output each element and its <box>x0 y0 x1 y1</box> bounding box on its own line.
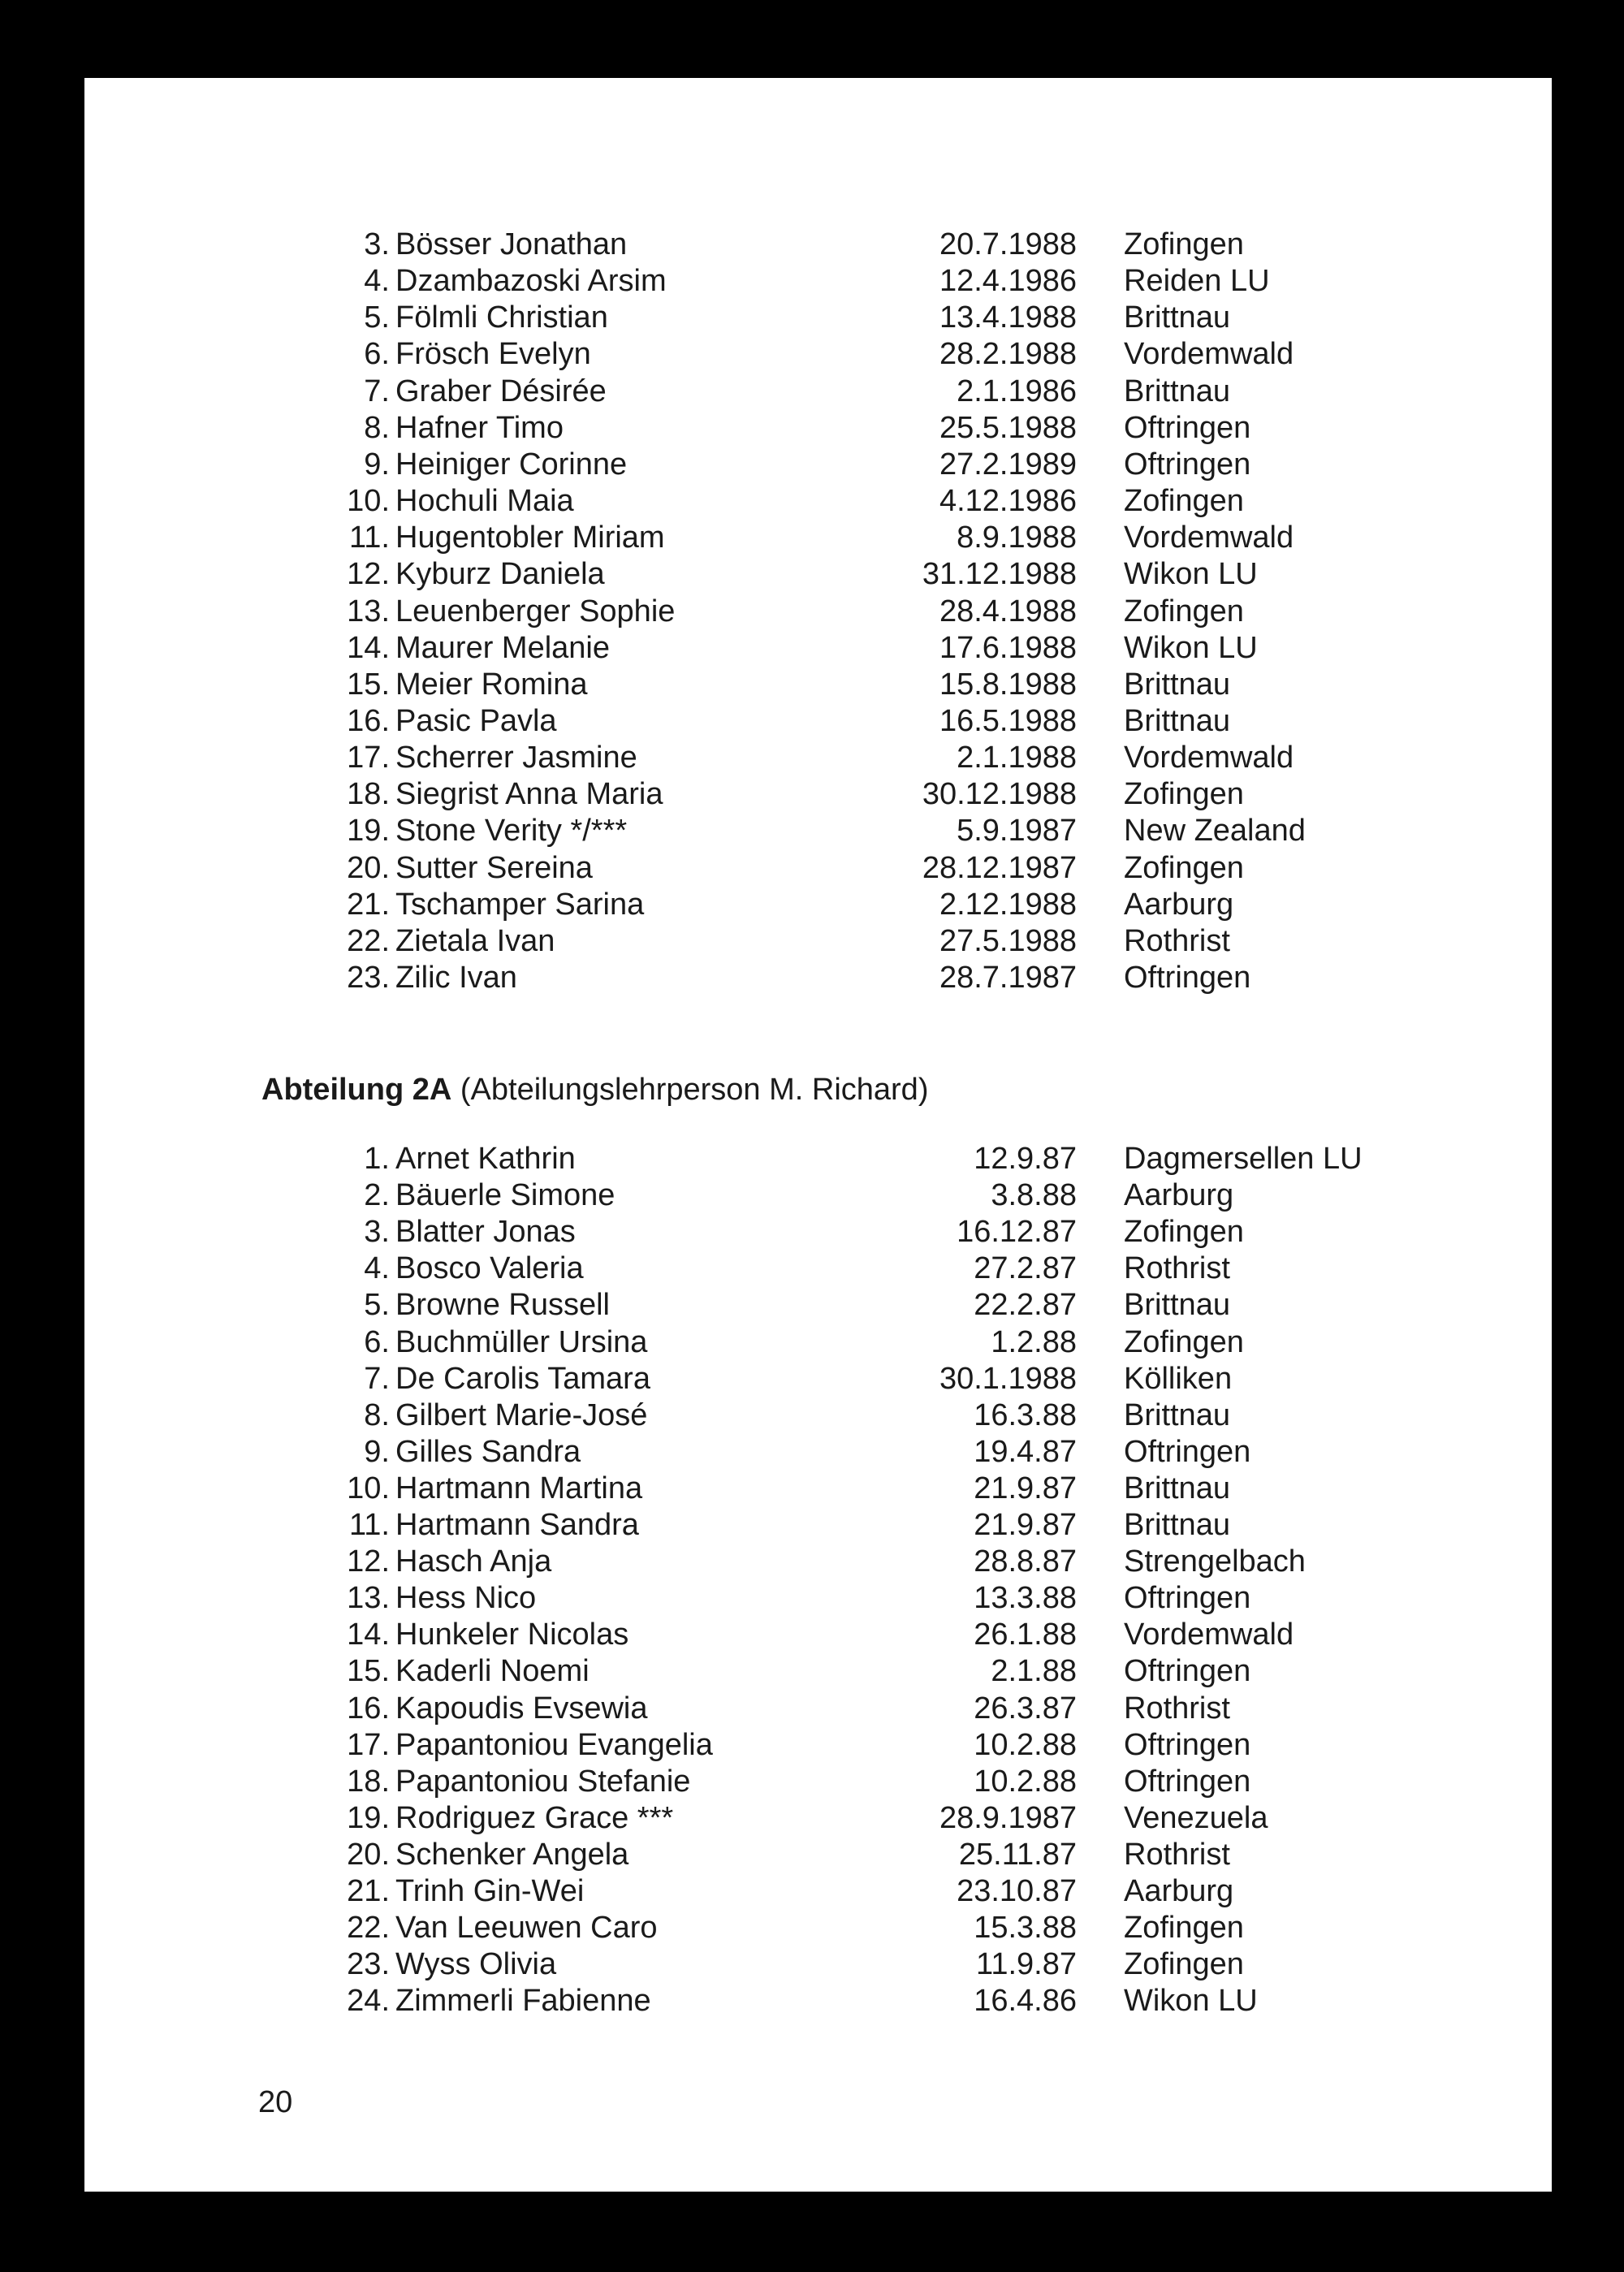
row-number: 3. <box>364 227 390 261</box>
table-row <box>84 960 1552 996</box>
student-name: Schenker Angela <box>395 1837 629 1872</box>
student-name: Frösch Evelyn <box>395 337 591 372</box>
student-name: Blatter Jonas <box>395 1215 576 1250</box>
hometown: Vordemwald <box>1124 520 1294 555</box>
birth-date: 28.4.1988 <box>939 594 1077 628</box>
table-row <box>84 1653 1552 1690</box>
table-row <box>84 923 1552 960</box>
birth-date: 16.5.1988 <box>939 703 1077 738</box>
hometown: Zofingen <box>1124 484 1244 519</box>
table-row <box>84 410 1552 447</box>
page-number: 20 <box>258 2085 293 2119</box>
row-number: 22. <box>347 923 390 958</box>
hometown: Aarburg <box>1124 1178 1234 1213</box>
student-name: Gilles Sandra <box>395 1434 581 1469</box>
row-number: 15. <box>347 667 390 702</box>
student-name: Meier Romina <box>395 667 588 702</box>
table-row <box>84 374 1552 410</box>
student-name: Sutter Sereina <box>395 850 593 885</box>
hometown: Vordemwald <box>1124 1618 1294 1652</box>
table-row <box>84 776 1552 813</box>
row-number: 1. <box>364 1142 390 1176</box>
hometown: Oftringen <box>1124 1581 1251 1616</box>
table-row <box>84 483 1552 520</box>
hometown: Wikon LU <box>1124 1984 1258 2019</box>
student-name: Pasic Pavla <box>395 703 557 738</box>
student-name: Bosco Valeria <box>395 1251 584 1286</box>
row-number: 8. <box>364 410 390 445</box>
student-name: Gilbert Marie-José <box>395 1397 648 1432</box>
birth-date: 10.2.88 <box>974 1727 1077 1762</box>
birth-date: 31.12.1988 <box>922 557 1077 592</box>
section-teacher-note: (Abteilungslehrperson M. Richard) <box>451 1073 929 1107</box>
birth-date: 2.1.1986 <box>957 374 1077 408</box>
table-row <box>84 813 1552 849</box>
student-name: Arnet Kathrin <box>395 1142 576 1176</box>
hometown: Brittnau <box>1124 1397 1230 1432</box>
hometown: Venezuela <box>1124 1800 1268 1835</box>
student-name: Hartmann Martina <box>395 1471 643 1505</box>
table-row <box>84 740 1552 776</box>
hometown: Oftringen <box>1124 410 1251 445</box>
student-name: Bösser Jonathan <box>395 227 628 261</box>
table-row <box>84 1544 1552 1580</box>
birth-date: 15.3.88 <box>974 1911 1077 1946</box>
hometown: Oftringen <box>1124 1764 1251 1799</box>
birth-date: 1.2.88 <box>991 1324 1077 1359</box>
hometown: Reiden LU <box>1124 264 1270 299</box>
student-name: Siegrist Anna Maria <box>395 777 663 812</box>
row-number: 4. <box>364 264 390 299</box>
row-number: 7. <box>364 1361 390 1396</box>
birth-date: 21.9.87 <box>974 1508 1077 1542</box>
hometown: Brittnau <box>1124 1471 1230 1505</box>
student-name: Hugentobler Miriam <box>395 520 665 555</box>
birth-date: 12.4.1986 <box>939 264 1077 299</box>
table-row <box>84 667 1552 703</box>
birth-date: 4.12.1986 <box>939 484 1077 519</box>
row-number: 10. <box>347 484 390 519</box>
student-name: Dzambazoski Arsim <box>395 264 667 299</box>
table-row <box>84 1873 1552 1910</box>
hometown: Zofingen <box>1124 1215 1244 1250</box>
birth-date: 5.9.1987 <box>957 814 1077 849</box>
row-number: 8. <box>364 1397 390 1432</box>
hometown: Vordemwald <box>1124 337 1294 372</box>
birth-date: 11.9.87 <box>976 1947 1077 1982</box>
table-row <box>84 1764 1552 1800</box>
row-number: 16. <box>347 703 390 738</box>
table-row <box>84 1983 1552 2019</box>
hometown: Strengelbach <box>1124 1544 1306 1579</box>
table-row <box>84 336 1552 373</box>
hometown: Zofingen <box>1124 777 1244 812</box>
hometown: Wikon LU <box>1124 557 1258 592</box>
birth-date: 16.12.87 <box>957 1215 1077 1250</box>
row-number: 17. <box>347 741 390 775</box>
hometown: New Zealand <box>1124 814 1306 849</box>
birth-date: 26.3.87 <box>974 1691 1077 1726</box>
birth-date: 27.2.1989 <box>939 447 1077 482</box>
section-heading-2a <box>261 1072 928 1108</box>
row-number: 19. <box>347 814 390 849</box>
birth-date: 25.11.87 <box>958 1837 1077 1872</box>
birth-date: 26.1.88 <box>974 1618 1077 1652</box>
row-number: 18. <box>347 1764 390 1799</box>
table-row <box>84 520 1552 556</box>
birth-date: 8.9.1988 <box>957 520 1077 555</box>
row-number: 18. <box>347 777 390 812</box>
student-name: De Carolis Tamara <box>395 1361 650 1396</box>
birth-date: 25.5.1988 <box>939 410 1077 445</box>
birth-date: 16.3.88 <box>974 1397 1077 1432</box>
hometown: Brittnau <box>1124 703 1230 738</box>
table-row <box>84 447 1552 483</box>
table-row <box>84 1691 1552 1727</box>
hometown: Vordemwald <box>1124 741 1294 775</box>
student-name: Fölmli Christian <box>395 300 608 335</box>
table-row <box>84 1324 1552 1361</box>
table-row <box>84 1177 1552 1214</box>
table-row <box>84 850 1552 887</box>
table-row <box>84 1946 1552 1983</box>
row-number: 16. <box>347 1691 390 1726</box>
birth-date: 16.4.86 <box>974 1984 1077 2019</box>
birth-date: 20.7.1988 <box>939 227 1077 261</box>
table-row <box>84 556 1552 593</box>
student-name: Rodriguez Grace *** <box>395 1800 674 1835</box>
hometown: Oftringen <box>1124 1434 1251 1469</box>
row-number: 23. <box>347 961 390 995</box>
row-number: 20. <box>347 1837 390 1872</box>
row-number: 14. <box>347 1618 390 1652</box>
hometown: Brittnau <box>1124 374 1230 408</box>
table-row <box>84 300 1552 336</box>
hometown: Brittnau <box>1124 1508 1230 1542</box>
row-number: 6. <box>364 337 390 372</box>
birth-date: 19.4.87 <box>974 1434 1077 1469</box>
birth-date: 3.8.88 <box>991 1178 1077 1213</box>
row-number: 5. <box>364 300 390 335</box>
row-number: 20. <box>347 850 390 885</box>
birth-date: 2.1.88 <box>991 1654 1077 1689</box>
student-name: Hartmann Sandra <box>395 1508 639 1542</box>
student-name: Stone Verity */*** <box>395 814 628 849</box>
table-row <box>84 1141 1552 1177</box>
student-name: Maurer Melanie <box>395 630 610 665</box>
birth-date: 15.8.1988 <box>939 667 1077 702</box>
student-name: Buchmüller Ursina <box>395 1324 648 1359</box>
row-number: 22. <box>347 1911 390 1946</box>
birth-date: 23.10.87 <box>957 1874 1077 1908</box>
birth-date: 28.7.1987 <box>939 961 1077 995</box>
hometown: Zofingen <box>1124 850 1244 885</box>
row-number: 21. <box>347 887 390 922</box>
student-name: Trinh Gin-Wei <box>395 1874 585 1908</box>
hometown: Zofingen <box>1124 227 1244 261</box>
birth-date: 27.5.1988 <box>939 923 1077 958</box>
row-number: 7. <box>364 374 390 408</box>
hometown: Brittnau <box>1124 300 1230 335</box>
hometown: Dagmersellen LU <box>1124 1142 1363 1176</box>
student-name: Hess Nico <box>395 1581 537 1616</box>
table-row <box>84 1287 1552 1324</box>
row-number: 12. <box>347 1544 390 1579</box>
student-name: Kaderli Noemi <box>395 1654 590 1689</box>
row-number: 2. <box>364 1178 390 1213</box>
hometown: Oftringen <box>1124 447 1251 482</box>
table-row <box>84 1214 1552 1250</box>
table-row <box>84 1727 1552 1764</box>
row-number: 5. <box>364 1288 390 1323</box>
student-name: Papantoniou Stefanie <box>395 1764 691 1799</box>
birth-date: 2.12.1988 <box>939 887 1077 922</box>
student-name: Hunkeler Nicolas <box>395 1618 629 1652</box>
hometown: Aarburg <box>1124 887 1234 922</box>
hometown: Rothrist <box>1124 923 1230 958</box>
hometown: Rothrist <box>1124 1691 1230 1726</box>
hometown: Zofingen <box>1124 594 1244 628</box>
student-name: Leuenberger Sophie <box>395 594 676 628</box>
row-number: 14. <box>347 630 390 665</box>
table-row <box>84 1617 1552 1653</box>
hometown: Kölliken <box>1124 1361 1233 1396</box>
table-row <box>84 630 1552 667</box>
hometown: Aarburg <box>1124 1874 1234 1908</box>
student-name: Graber Désirée <box>395 374 607 408</box>
table-row <box>84 1910 1552 1946</box>
row-number: 6. <box>364 1324 390 1359</box>
row-number: 3. <box>364 1215 390 1250</box>
birth-date: 28.9.1987 <box>939 1800 1077 1835</box>
student-name: Hochuli Maia <box>395 484 574 519</box>
birth-date: 28.12.1987 <box>922 850 1077 885</box>
row-number: 21. <box>347 1874 390 1908</box>
student-name: Kapoudis Evsewia <box>395 1691 648 1726</box>
hometown: Zofingen <box>1124 1324 1244 1359</box>
hometown: Oftringen <box>1124 1727 1251 1762</box>
table-row <box>84 703 1552 740</box>
student-name: Bäuerle Simone <box>395 1178 615 1213</box>
birth-date: 2.1.1988 <box>957 741 1077 775</box>
student-name: Papantoniou Evangelia <box>395 1727 713 1762</box>
row-number: 4. <box>364 1251 390 1286</box>
table-row <box>84 1434 1552 1471</box>
hometown: Zofingen <box>1124 1911 1244 1946</box>
birth-date: 28.2.1988 <box>939 337 1077 372</box>
student-name: Van Leeuwen Caro <box>395 1911 658 1946</box>
student-name: Heiniger Corinne <box>395 447 628 482</box>
birth-date: 10.2.88 <box>974 1764 1077 1799</box>
table-row <box>84 263 1552 300</box>
student-name: Zilic Ivan <box>395 961 517 995</box>
table-row <box>84 1397 1552 1434</box>
hometown: Rothrist <box>1124 1251 1230 1286</box>
hometown: Brittnau <box>1124 667 1230 702</box>
hometown: Zofingen <box>1124 1947 1244 1982</box>
table-row <box>84 1507 1552 1544</box>
row-number: 9. <box>364 447 390 482</box>
section-title: Abteilung 2A <box>261 1073 452 1107</box>
student-name: Tschamper Sarina <box>395 887 645 922</box>
student-name: Wyss Olivia <box>395 1947 557 1982</box>
row-number: 17. <box>347 1727 390 1762</box>
row-number: 13. <box>347 1581 390 1616</box>
row-number: 9. <box>364 1434 390 1469</box>
birth-date: 27.2.87 <box>974 1251 1077 1286</box>
birth-date: 12.9.87 <box>974 1142 1077 1176</box>
row-number: 15. <box>347 1654 390 1689</box>
birth-date: 30.12.1988 <box>922 777 1077 812</box>
hometown: Brittnau <box>1124 1288 1230 1323</box>
student-name: Scherrer Jasmine <box>395 741 637 775</box>
student-name: Zietala Ivan <box>395 923 555 958</box>
table-row <box>84 887 1552 923</box>
row-number: 23. <box>347 1947 390 1982</box>
table-row <box>84 227 1552 263</box>
birth-date: 13.3.88 <box>974 1581 1077 1616</box>
birth-date: 17.6.1988 <box>939 630 1077 665</box>
document-page <box>84 78 1552 2192</box>
student-name: Zimmerli Fabienne <box>395 1984 651 2019</box>
hometown: Oftringen <box>1124 961 1251 995</box>
table-row <box>84 1471 1552 1507</box>
row-number: 10. <box>347 1471 390 1505</box>
birth-date: 28.8.87 <box>974 1544 1077 1579</box>
student-name: Browne Russell <box>395 1288 610 1323</box>
student-name: Hafner Timo <box>395 410 564 445</box>
birth-date: 13.4.1988 <box>939 300 1077 335</box>
hometown: Oftringen <box>1124 1654 1251 1689</box>
table-row <box>84 1361 1552 1397</box>
row-number: 13. <box>347 594 390 628</box>
row-number: 19. <box>347 1800 390 1835</box>
hometown: Wikon LU <box>1124 630 1258 665</box>
student-name: Hasch Anja <box>395 1544 552 1579</box>
table-row <box>84 1250 1552 1287</box>
table-row <box>84 1837 1552 1873</box>
row-number: 11. <box>348 1508 390 1542</box>
row-number: 12. <box>347 557 390 592</box>
row-number: 11. <box>348 520 390 555</box>
table-row <box>84 1800 1552 1837</box>
birth-date: 21.9.87 <box>974 1471 1077 1505</box>
table-row <box>84 1580 1552 1617</box>
row-number: 24. <box>347 1984 390 2019</box>
hometown: Rothrist <box>1124 1837 1230 1872</box>
student-name: Kyburz Daniela <box>395 557 605 592</box>
table-row <box>84 594 1552 630</box>
birth-date: 22.2.87 <box>974 1288 1077 1323</box>
birth-date: 30.1.1988 <box>939 1361 1077 1396</box>
